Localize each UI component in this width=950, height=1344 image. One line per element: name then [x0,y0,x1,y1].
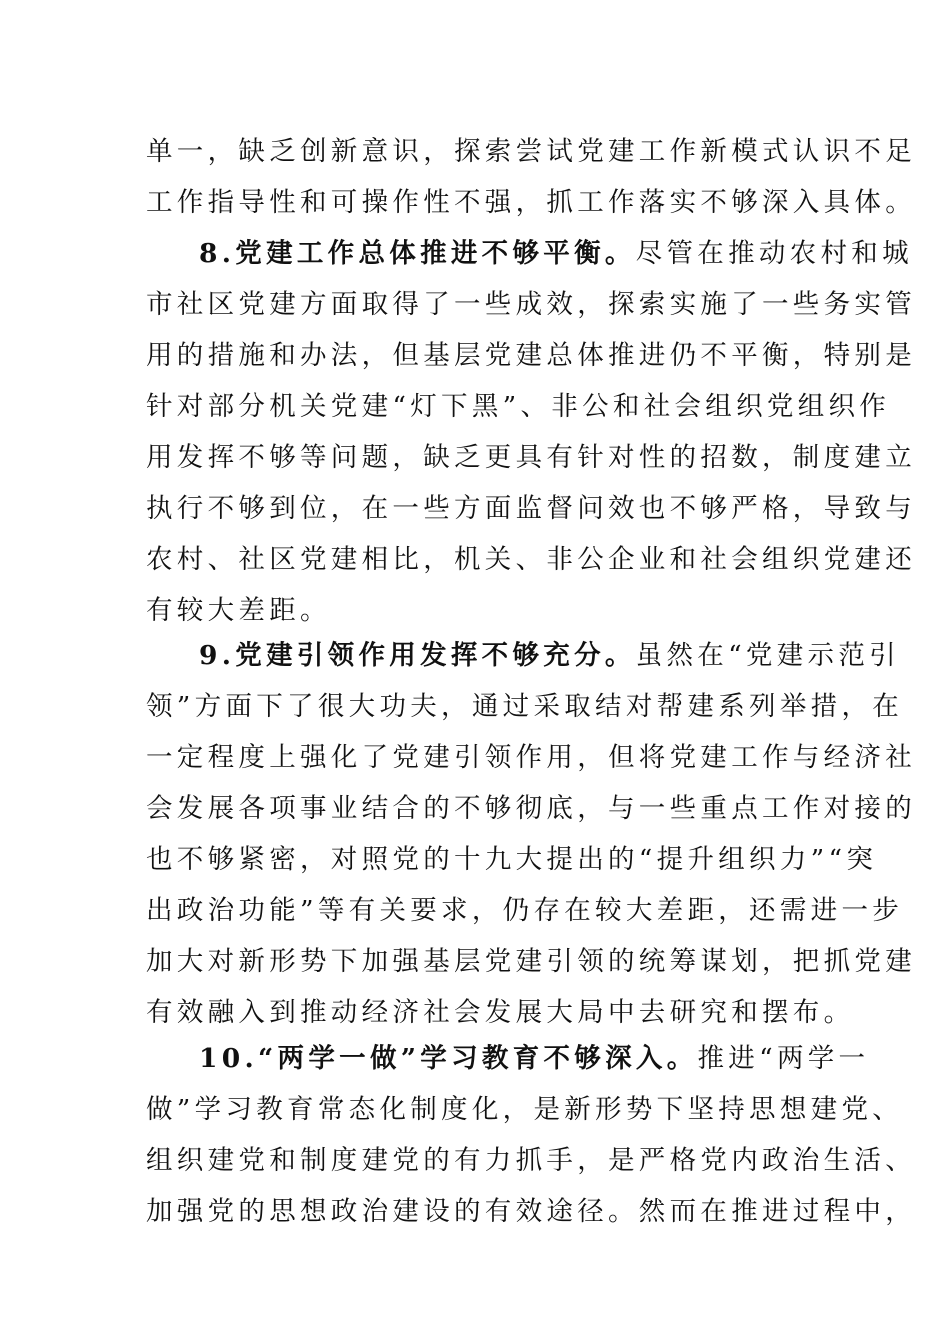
section-heading: 8.党建工作总体推进不够平衡。 [199,238,636,269]
section-first-line-text: 尽管在推动农村和城 [635,238,913,269]
text-line: 市社区党建方面取得了一些成效，探索实施了一些务实管 [146,289,916,320]
text-line: 加大对新形势下加强基层党建引领的统筹谋划，把抓党建 [146,946,916,977]
section-8-paragraph [146,228,916,636]
section-first-line [146,228,913,279]
text-line: 有效融入到推动经济社会发展大局中去研究和摆布。 [146,997,855,1028]
text-line: 用的措施和办法，但基层党建总体推进仍不平衡，特别是 [146,340,916,371]
text-line: 出政治功能”等有关要求，仍存在较大差距，还需进一步 [146,895,904,926]
text-line: 执行不够到位，在一些方面监督问效也不够严格，导致与 [146,493,916,524]
text-line: 农村、社区党建相比，机关、非公企业和社会组织党建还 [146,544,916,575]
text-line: 一定程度上强化了党建引领作用，但将党建工作与经济社 [146,742,916,773]
section-9-paragraph [146,630,916,1038]
text-line: 针对部分机关党建“灯下黑”、非公和社会组织党组织作 [146,391,891,422]
section-heading: 10.“两学一做”学习教育不够深入。 [199,1043,698,1074]
continuation-paragraph [146,126,916,228]
section-heading: 9.党建引领作用发挥不够充分。 [199,640,636,671]
section-first-line-text: 推进“两学一 [697,1043,870,1074]
text-line: 做”学习教育常态化制度化，是新形势下坚持思想建党、 [146,1094,904,1125]
section-10-paragraph [146,1033,916,1237]
section-first-line [146,1033,870,1084]
text-line: 有较大差距。 [146,595,331,626]
text-line: 单一，缺乏创新意识，探索尝试党建工作新模式认识不足 [146,136,916,167]
text-line: 组织建党和制度建党的有力抓手，是严格党内政治生活、 [146,1145,916,1176]
section-first-line-text: 虽然在“党建示范引 [635,640,900,671]
text-line: 会发展各项事业结合的不够彻底，与一些重点工作对接的 [146,793,916,824]
text-line: 加强党的思想政治建设的有效途径。然而在推进过程中， [146,1196,916,1227]
section-first-line [146,630,900,681]
text-line: 领”方面下了很大功夫，通过采取结对帮建系列举措，在 [146,691,904,722]
text-line: 工作指导性和可操作性不强，抓工作落实不够深入具体。 [146,187,916,218]
text-line: 也不够紧密，对照党的十九大提出的“提升组织力”“突 [146,844,878,875]
text-line: 用发挥不够等问题，缺乏更具有针对性的招数，制度建立 [146,442,916,473]
